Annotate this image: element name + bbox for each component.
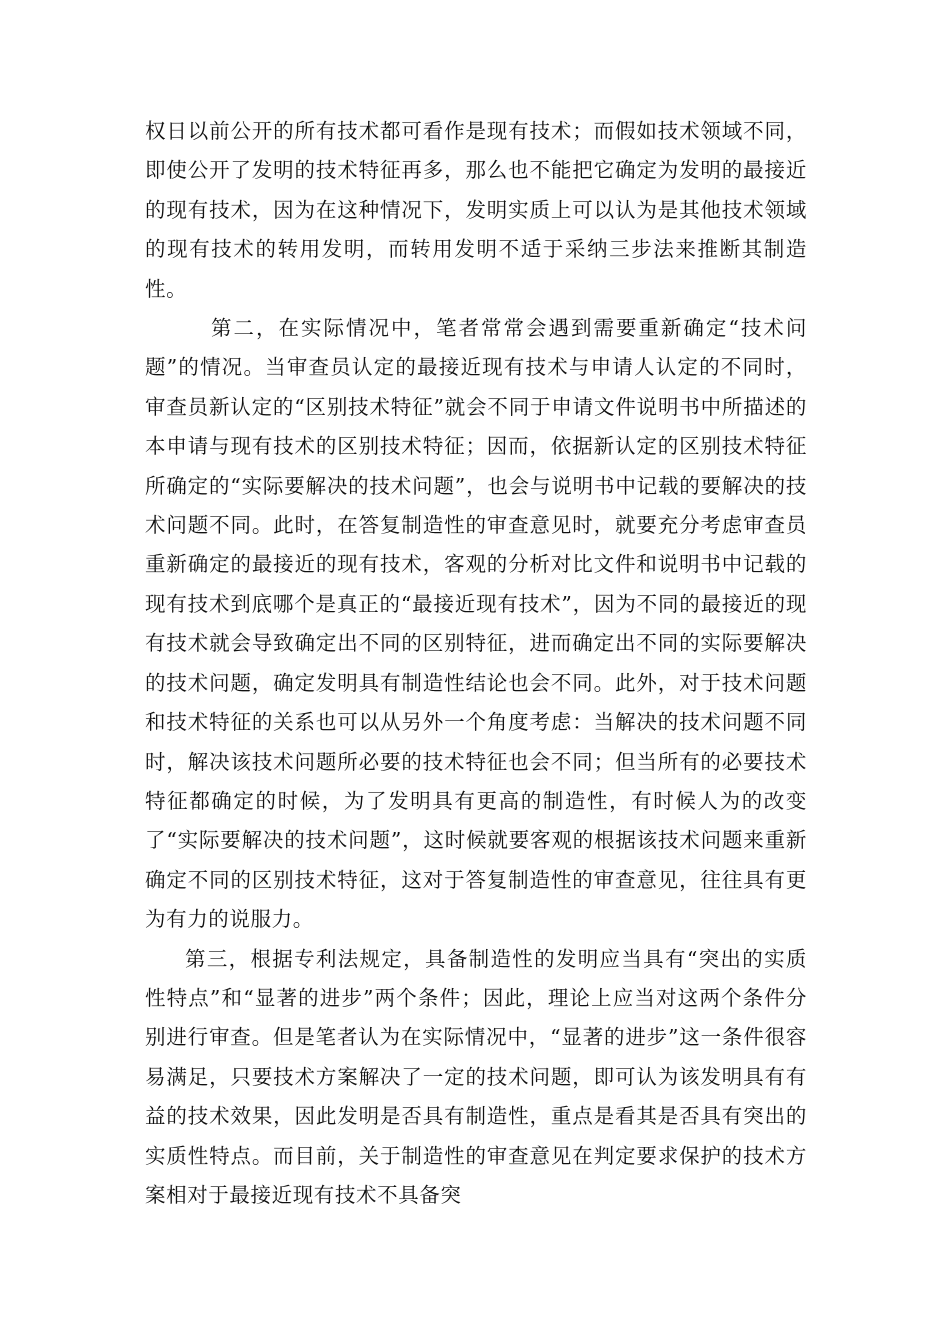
paragraph-second-point: 第二，在实际情况中，笔者常常会遇到需要重新确定“技术问题”的情况。当审查员认定的最接近现有技术与申请人认定的不同时，审查员新认定的“区别技术特征”就会不同于申请文件说明书中所描述的本申请与现有技术的区别技术特征；因而，依据新认定的区别技术特征所确定的“实际要解决的技术问题”，也会与说明书中记载的要解决的技术问题不同。此时，在答复制造性的审查意见时，就要充分考虑审查员重新确定的最接近的现有技术，客观的分析对比文件和说明书中记载的现有技术到底哪个是真正的“最接近现有技术”，因为不同的最接近的现有技术就会导致确定出不同的区别特征，进而确定出不同的实际要解决的技术问题，确定发明具有制造性结论也会不同。此外，对于技术问题和技术特征的关系也可以从另外一个角度考虑：当解决的技术问题不同时，解决该技术问题所必要的技术特征也会不同；但当所有的必要技术特征都确定的时候，为了发明具有更高的制造性，有时候人为的改变了“实际要解决的技术问题”，这时候就要客观的根据该技术问题来重新确定不同的区别技术特征，这对于答复制造性的审查意见，往往具有更为有力的说服力。 — [145, 316, 807, 932]
body-text — [145, 112, 807, 1215]
paragraph-third-point: 第三，根据专利法规定，具备制造性的发明应当具有“突出的实质性特点”和“显著的进步”两个条件；因此，理论上应当对这两个条件分别进行审查。但是笔者认为在实际情况中，“显著的进步”这一条件很容易满足，只要技术方案解决了一定的技术问题，即可认为该发明具有有益的技术效果，因此发明是否具有制造性，重点是看其是否具有突出的实质性特点。而目前，关于制造性的审查意见在判定要求保护的技术方案相对于最接近现有技术不具备突 — [145, 946, 807, 1207]
paragraph-continuation: 权日以前公开的所有技术都可看作是现有技术；而假如技术领域不同，即使公开了发明的技术特征再多，那么也不能把它确定为发明的最接近的现有技术，因为在这种情况下，发明实质上可以认为是其他技术领域的现有技术的转用发明，而转用发明不适于采纳三步法来推断其制造性。 — [145, 119, 807, 301]
